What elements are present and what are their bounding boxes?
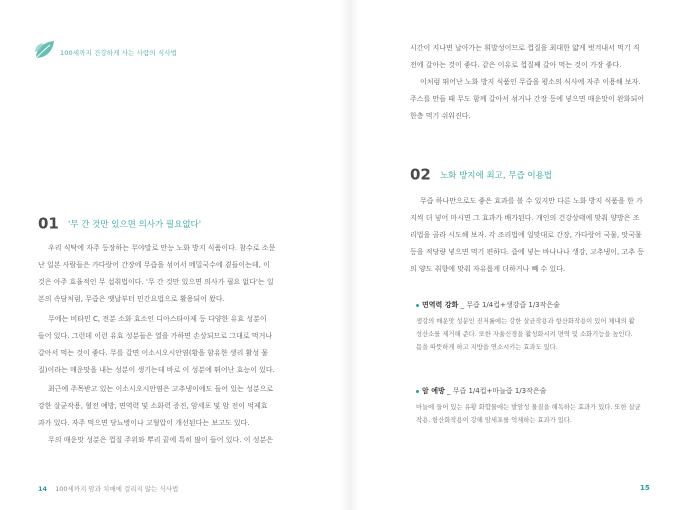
section-heading-01 — [38, 213, 201, 233]
recipe-item — [416, 300, 682, 354]
text-line: 마늘에 들어 있는 유황 화합물에는 발암성 물질을 해독하는 효과가 있다. 또한 살균 — [416, 404, 641, 411]
text-line: 질)이라는 매운맛을 내는 성분이 생기는데 바로 이 성분에 뛰어난 효능이 있다. — [38, 366, 275, 374]
text-line: 무즙 하나만으로도 좋은 효과를 볼 수 있지만 다른 노화 방지 식품을 한 가 — [420, 197, 643, 205]
recipe-heading — [416, 386, 682, 396]
paragraph — [38, 240, 308, 308]
text-line: 성산소를 제거해 준다. 또한 자율신경을 활성화시켜 면역 및 소화기능을 높인다. — [416, 331, 633, 338]
text-line: 지씩 더 넣어 마시면 그 효과가 배가된다. 개인의 건강상태에 맞춰 양방은 조 — [410, 214, 640, 222]
bullet-icon — [416, 304, 419, 307]
bullet-icon — [416, 390, 419, 393]
recipe-item — [416, 386, 682, 427]
section-title: '무 간 것만 있으면 의사가 필요없다' — [67, 219, 202, 230]
running-title: 100세까지 건강하게 사는 사람의 식사법 — [60, 49, 178, 57]
text-line: 강한 살균작용, 혈전 예방, 면역력 및 소화력 증진, 암세포 및 암 전이 억제효 — [38, 402, 268, 410]
right-page — [350, 0, 700, 510]
text-line: 우리 식탁에 자주 등장하는 무야말로 만능 노화 방지 식품이다. 참수로 소문 — [48, 244, 276, 252]
text-line: 갈아서 먹는 것이 좋다. 무를 갈면 이소시오시안염(황을 함유한 생리 활성 물 — [38, 349, 269, 357]
text-line: 몸을 따뜻하게 하고 지방을 연소시키는 효과도 있다. — [416, 344, 558, 351]
recipe-formula: _ 무즙 1/4컵+마늘즙 1/3작은술 — [446, 387, 547, 395]
recipe-label: 암 예방 — [422, 387, 445, 395]
text-line: 의 양도 취향에 맞춰 자유롭게 더하거나 빼 수 있다. — [410, 265, 566, 273]
text-line: 작용, 항산화작용이 강해 암세포를 억제하는 효과가 있다. — [416, 417, 572, 424]
text-line: 과가 있다. 자주 먹으면 당뇨병이나 고혈압이 개선된다는 보고도 있다. — [38, 419, 250, 427]
text-line: 등을 적당량 넣으면 먹기 편하다. 즙에 넣는 바나나나 생강, 고추냉이, 고추 등 — [410, 248, 645, 256]
text-line: 무의 매운맛 성분은 껍질 주위와 뿌리 끝에 특히 많이 들어 있다. 이 성분은 — [48, 436, 274, 444]
text-line: 최근에 주목받고 있는 이소시오시안염은 고추냉이에도 들어 있는 성분으로 — [48, 385, 274, 393]
text-line: 시간이 지나면 날아가는 휘발성이므로 껍질을 최대한 얇게 벗겨내서 먹기 직 — [410, 44, 640, 52]
recipe-heading — [416, 300, 682, 310]
book-title: 100세까지 암과 치매에 걸리지 않는 식사법 — [55, 485, 179, 493]
recipe-formula: _ 무즙 1/4컵+생강즙 1/3작은술 — [460, 301, 560, 309]
section-number: 02 — [410, 165, 431, 184]
text-line: 무에는 비타민 C, 전분 소화 효소인 디아스타아제 등 다양한 유효 성분이 — [48, 315, 267, 323]
recipe-label: 면역력 강화 — [422, 301, 459, 309]
page-number: 15 — [640, 484, 650, 492]
text-line: 생강의 매운맛 성분인 진저롤에는 강한 살균작용과 항산화작용이 있어 체내의 활 — [416, 318, 635, 325]
section-number: 01 — [38, 214, 59, 233]
paragraph — [38, 381, 308, 449]
paragraph — [38, 311, 308, 379]
text-line: 주스를 만들 때 무도 함께 갈아서 섞거나 간장 등에 넣으면 매운맛이 완화되어 — [410, 95, 645, 103]
text-line: 이처럼 뛰어난 노화 방지 식품인 무즙을 평소의 식사에 자주 이용해 보자. — [420, 78, 641, 86]
text-line: 전에 갈아는 것이 좋다. 같은 이유로 껍질째 갈아 먹는 것이 가장 좋다. — [410, 61, 622, 69]
paragraph — [410, 40, 682, 125]
text-line: 것은 아주 효율적인 무 섭취법이다. '무 간 것만 있으면 의사가 필요 없다'는 일 — [38, 278, 274, 286]
section-title: 노화 방지에 최고, 무즙 이용법 — [439, 170, 553, 181]
recipe-description — [416, 401, 682, 427]
section-heading-02 — [410, 164, 552, 184]
text-line: 본의 속담처럼, 무즙은 옛날부터 민간요법으로 활용되어 왔다. — [38, 295, 225, 303]
text-line: 한층 먹기 쉬워진다. — [410, 112, 471, 120]
footer — [38, 484, 178, 493]
recipe-description — [416, 315, 682, 354]
text-line: 들어 있다. 그런데 이런 유효 성분들은 열을 가하면 손상되므로 그대로 먹거나 — [38, 332, 273, 340]
page-number: 14 — [38, 485, 48, 493]
paragraph — [410, 193, 682, 278]
text-line: 리법을 골라 시도해 보자. 각 조리법에 일맞대로 간장, 가다랑어 국물, 맛국물 — [410, 231, 642, 239]
leaf-icon — [32, 38, 58, 64]
text-line: 난 일본 사람들은 가다랑어 간장에 무즙을 섞어서 메밀국수에 곁들이는데, 이 — [38, 261, 270, 269]
